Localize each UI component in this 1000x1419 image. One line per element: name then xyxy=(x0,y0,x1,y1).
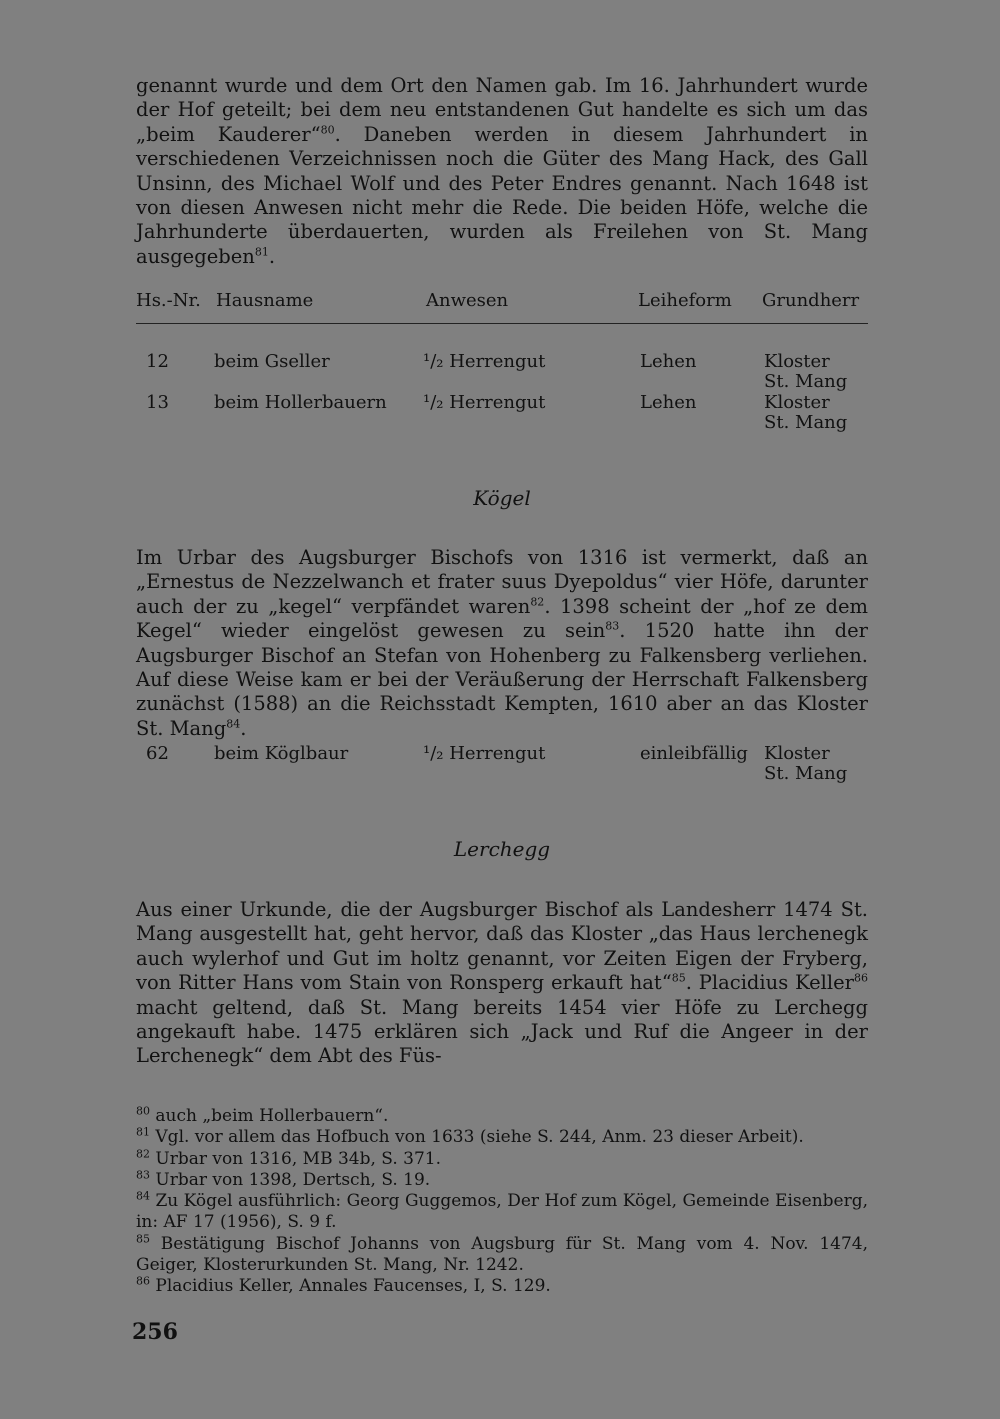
footnote-ref[interactable]: 82 xyxy=(530,595,545,609)
footnote: $^{84}$ Zu Kögel ausführlich: Georg Guggemos, Der Hof zum Kögel, Gemeinde Eisenberg, in: AF 17 (1956), S. 9 f. xyxy=(136,1189,868,1233)
section-heading: Kögel xyxy=(473,486,531,510)
footnote: $^{81}$ Vgl. vor allem das Hofbuch von 1633 (siehe S. 244, Anm. 23 dieser Arbeit). xyxy=(136,1125,804,1148)
footnotes xyxy=(136,1106,868,1298)
paragraph-koegel: Im Urbar des Augsburger Bischofs von 1316 ist vermerkt, daß an „Ernestus de Nezzelwanch et frater suus Dyepoldus“ vier Höfe, darunter auch der zu „kegel“ verpfändet waren$^{82}$. 1398 scheint der „hof ze dem Kegel“ wieder eingelöst gewesen zu sein$^{83}$. 1520 hatte ihn der Augsburger Bischof an Stefan von Hohenberg zu Falkensberg verliehen. Auf diese Weise kam er bei der Veräußerung der Herrschaft Falkensberg zunächst (1588) an die Reichsstadt Kempten, 1610 aber an das Kloster St. Mang$^{84}$. xyxy=(136,546,868,740)
paragraph-lerchegg: Aus einer Urkunde, die der Augsburger Bischof als Landesherr 1474 St. Mang ausgestellt hat, geht hervor, daß das Kloster „das Haus lerchenegk auch wylerhof und Gut im holtz genannt, vor Zeiten Eigen der Fryberg, von Ritter Hans vom Stain von Ronsperg erkauft hat“$^{85}$. Placidius Keller$^{86}$ macht geltend, daß St. Mang bereits 1454 vier Höfe zu Lerchegg angekauft habe. 1475 erklären sich „Jack und Ruf die Angeer in der Lerchenegk“ dem Abt des Füs- xyxy=(136,898,868,1068)
paragraph-intro: genannt wurde und dem Ort den Namen gab. Im 16. Jahrhundert wurde der Hof geteilt; bei dem neu entstandenen Gut handelte es sich um das „beim Kauderer“$^{80}$. Daneben werden in diesem Jahrhundert in verschiedenen Verzeichnissen noch die Güter des Mang Hack, des Gall Unsinn, des Michael Wolf und des Peter Endres genannt. Nach 1648 ist von diesen Anwesen nicht mehr die Rede. Die beiden Höfe, welche die Jahrhunderte überdauerten, wurden als Freilehen von St. Mang ausgegeben$^{81}$. xyxy=(136,74,868,268)
footnote-ref[interactable]: 84 xyxy=(226,717,241,731)
column-header: Anwesen xyxy=(426,290,509,311)
footnote: $^{82}$ Urbar von 1316, MB 34b, S. 371. xyxy=(136,1146,441,1169)
footnote-ref[interactable]: 83 xyxy=(605,619,620,633)
footnote-ref[interactable]: 81 xyxy=(254,245,269,259)
footnote: $^{86}$ Placidius Keller, Annales Faucenses, I, S. 129. xyxy=(136,1274,551,1297)
page-number: 256 xyxy=(132,1319,178,1345)
table-row: 12 beim Gseller ¹/₂ Herrengut Lehen Kloster St. Mang xyxy=(146,351,848,392)
column-header: Leiheform xyxy=(638,290,732,311)
table-row: 13 beim Hollerbauern ¹/₂ Herrengut Lehen Kloster St. Mang xyxy=(146,392,848,433)
column-header: Grundherr xyxy=(762,290,860,311)
table-header xyxy=(136,290,868,314)
table-rule xyxy=(136,323,868,324)
column-header: Hausname xyxy=(216,290,314,311)
section-heading: Lerchegg xyxy=(453,837,551,861)
footnote: $^{80}$ auch „beim Hollerbauern“. xyxy=(136,1104,389,1126)
table-row: 62 beim Köglbaur ¹/₂ Herrengut einleibfällig Kloster St. Mang xyxy=(146,743,848,784)
footnote-ref[interactable]: 86 xyxy=(854,971,868,985)
footnote-ref[interactable]: 80 xyxy=(320,123,335,137)
footnote: $^{85}$ Bestätigung Bischof Johanns von Augsburg für St. Mang vom 4. Nov. 1474, Geiger, Klosterurkunden St. Mang, Nr. 1242. xyxy=(136,1232,869,1276)
footnote-ref[interactable]: 85 xyxy=(671,971,686,985)
footnote: $^{83}$ Urbar von 1398, Dertsch, S. 19. xyxy=(136,1168,431,1190)
column-header: Hs.-Nr. xyxy=(136,290,201,311)
